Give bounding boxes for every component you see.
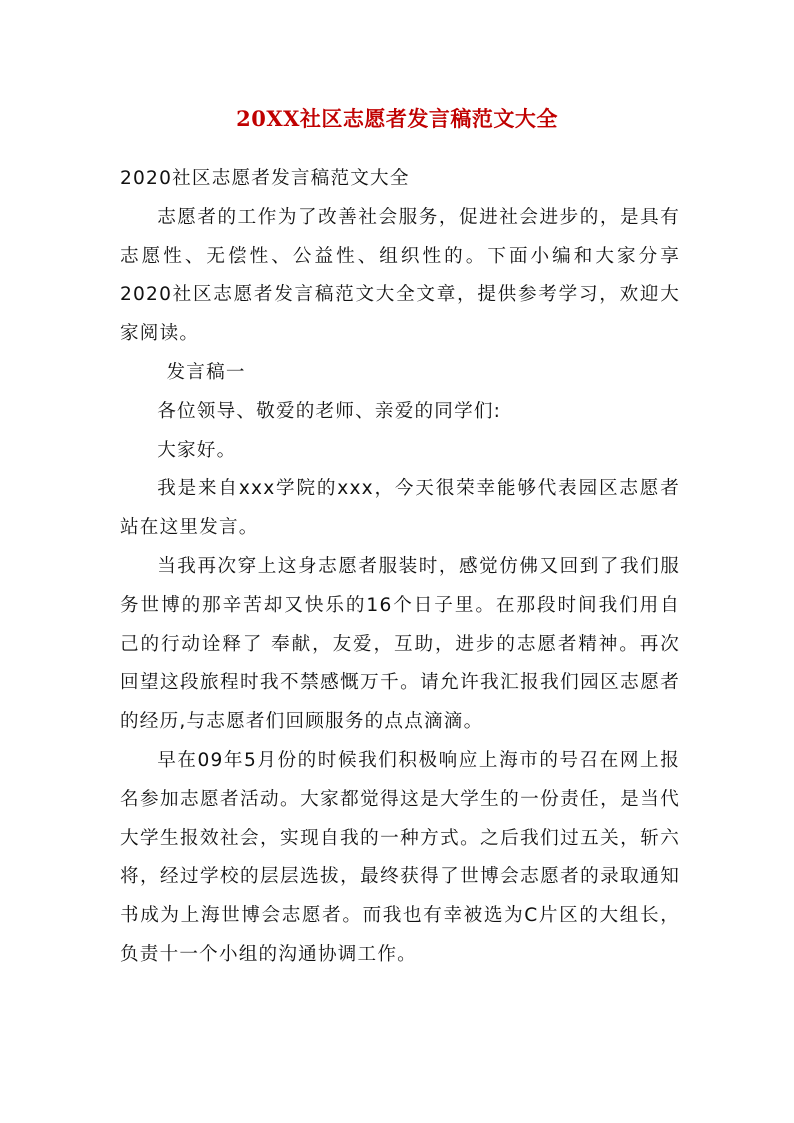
paragraph-self-intro: 我是来自xxx学院的xxx，今天很荣幸能够代表园区志愿者站在这里发言。 <box>120 478 680 539</box>
document-subtitle: 2020社区志愿者发言稿范文大全 <box>120 168 410 189</box>
paragraph-history: 早在09年5月份的时候我们积极响应上海市的号召在网上报名参加志愿者活动。大家都觉得这是大学生的一份责任，是当代大学生报效社会，实现自我的一种方式。之后我们过五关，斩六将，经过学校的层层选拔，最终获得了世博会志愿者的录取通知书成为上海世博会志愿者。而我也有幸被选为C片区的大组长，负责十一个小组的沟通协调工作。 <box>120 749 680 965</box>
document-title: 20XX社区志愿者发言稿范文大全 <box>236 106 558 131</box>
document-body <box>120 160 680 975</box>
paragraph-reflection: 当我再次穿上这身志愿者服装时，感觉仿佛又回到了我们服务世博的那辛苦却又快乐的16个日子里。在那段时间我们用自己的行动诠释了 奉献，友爱，互助，进步的志愿者精神。再次回望这段旅程时我不禁感慨万千。请允许我汇报我们园区志愿者的经历,与志愿者们回顾服务的点点滴滴。 <box>120 555 680 733</box>
paragraph-salutation: 各位领导、敬爱的老师、亲爱的同学们: <box>157 400 502 422</box>
section-heading: 发言稿一 <box>166 361 246 383</box>
paragraph-greeting: 大家好。 <box>157 439 237 461</box>
paragraph-intro: 志愿者的工作为了改善社会服务，促进社会进步的，是具有志愿性、无偿性、公益性、组织性的。下面小编和大家分享2020社区志愿者发言稿范文大全文章，提供参考学习，欢迎大家阅读。 <box>120 206 680 345</box>
